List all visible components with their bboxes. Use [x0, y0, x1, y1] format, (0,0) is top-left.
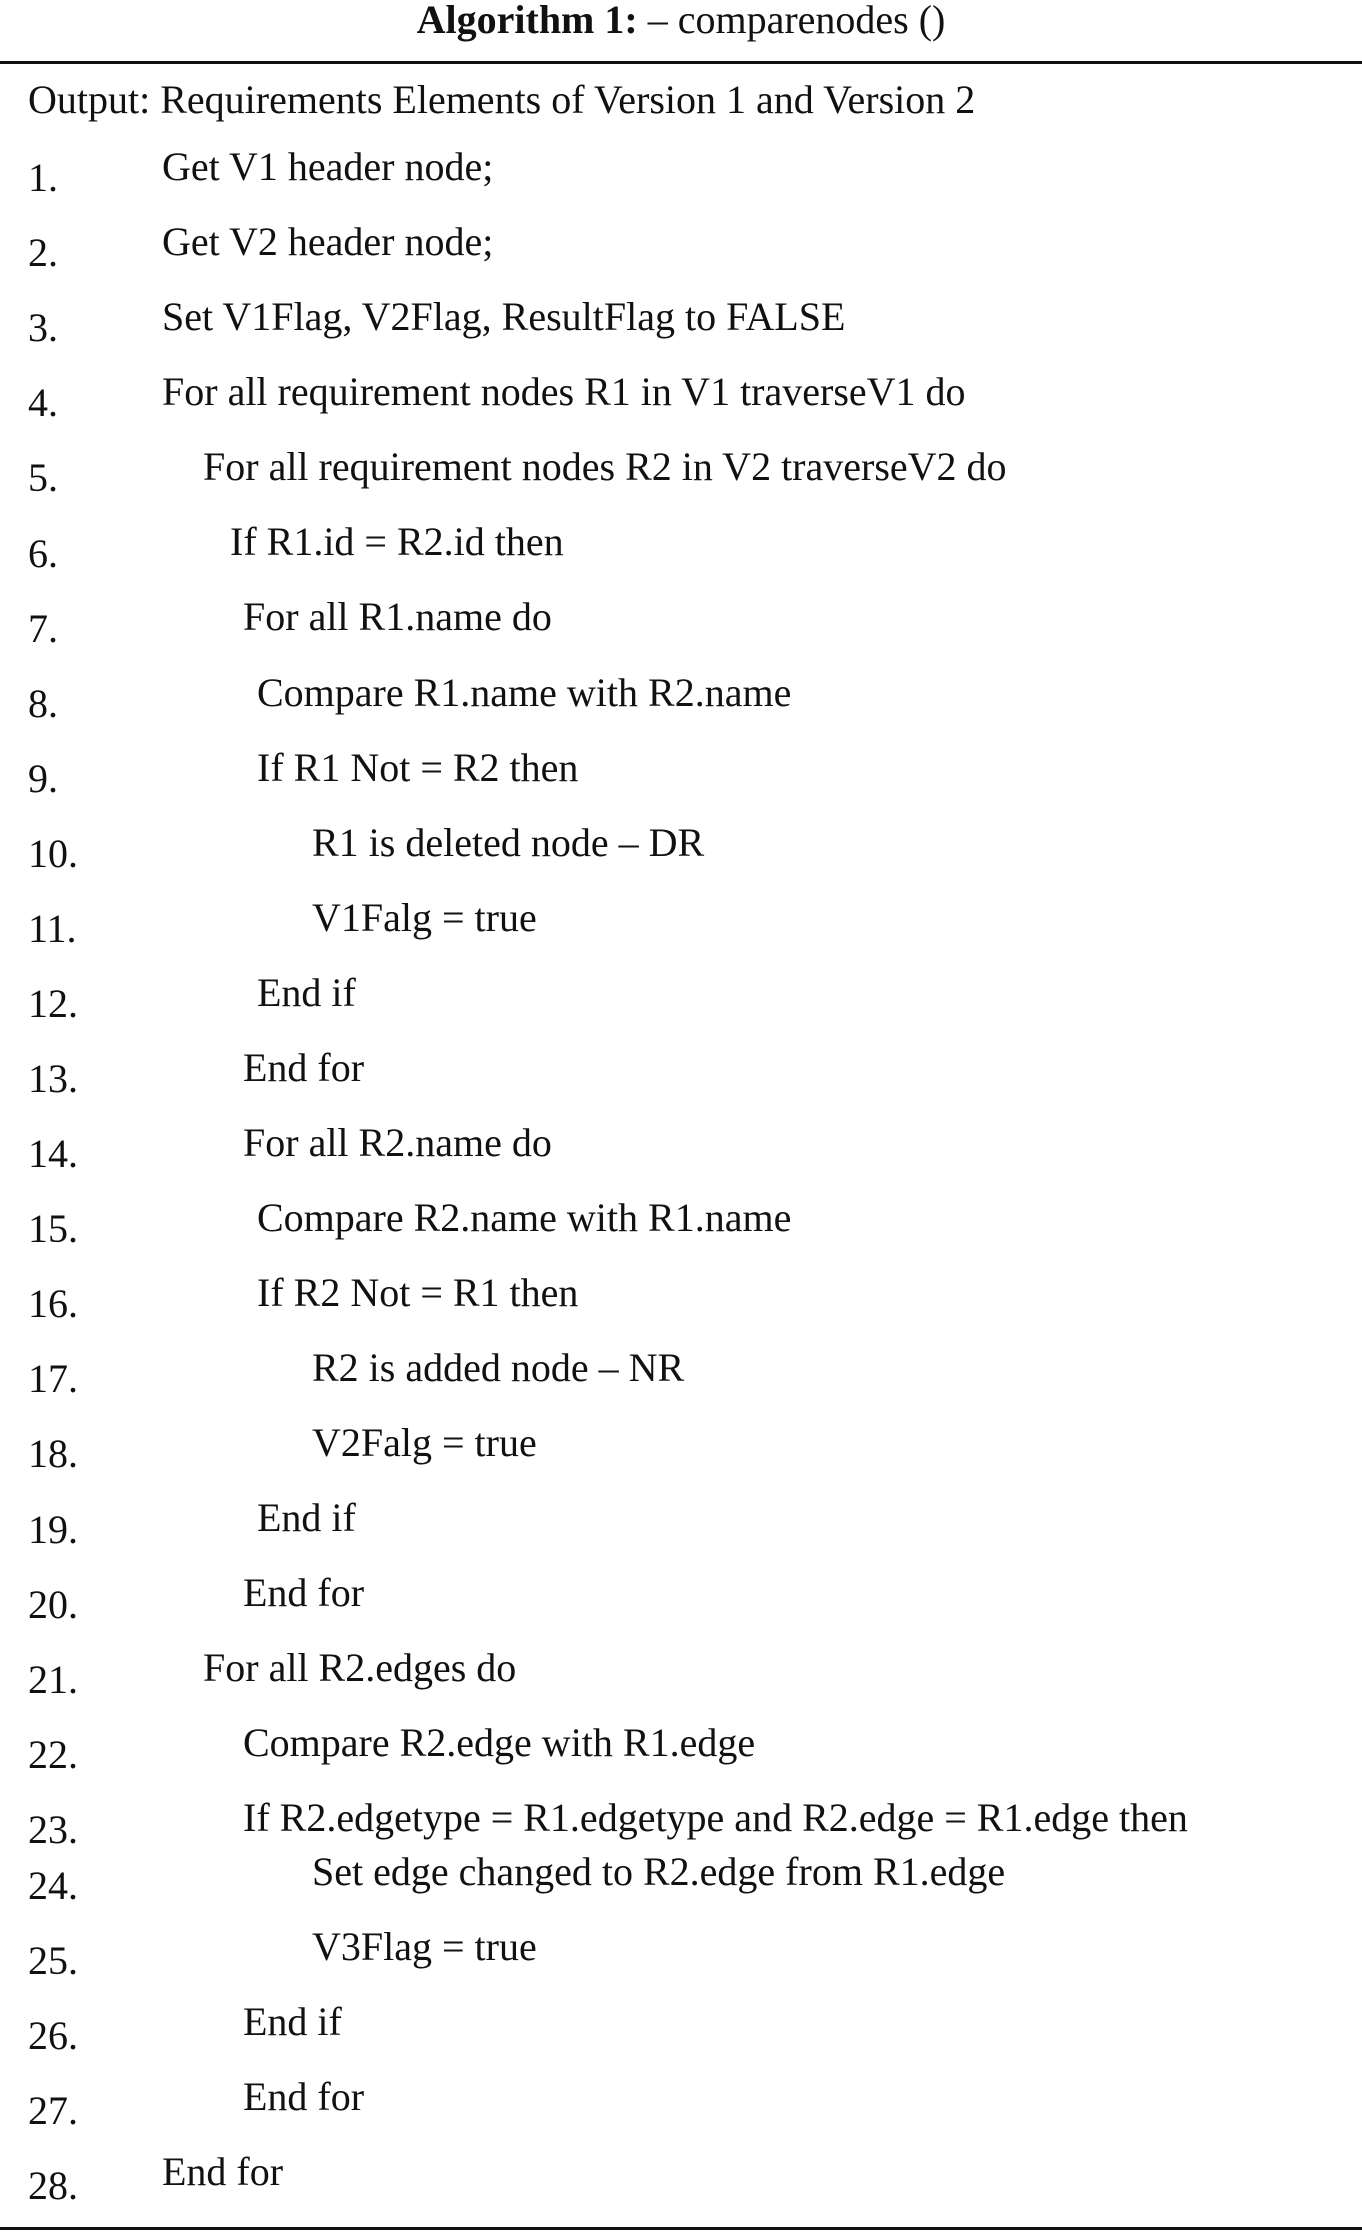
- line-number: 1.: [28, 155, 58, 200]
- line-code: End if: [243, 1999, 342, 2044]
- line-number: 6.: [28, 531, 58, 576]
- line-number: 18.: [28, 1431, 78, 1476]
- line-code: For all R1.name do: [243, 594, 552, 639]
- line-number: 17.: [28, 1356, 78, 1401]
- line-number: 15.: [28, 1206, 78, 1251]
- algorithm-title: [0, 0, 1362, 40]
- line-number: 10.: [28, 831, 78, 876]
- algorithm-title-label: Algorithm 1:: [416, 0, 638, 42]
- line-code: R1 is deleted node – DR: [312, 820, 705, 865]
- line-code: V3Flag = true: [312, 1924, 537, 1969]
- line-code: Compare R2.name with R1.name: [257, 1195, 792, 1240]
- line-number: 4.: [28, 380, 58, 425]
- line-code: For all R2.edges do: [203, 1645, 517, 1690]
- line-number: 5.: [28, 455, 58, 500]
- line-code: If R1.id = R2.id then: [230, 519, 564, 564]
- line-number: 22.: [28, 1732, 78, 1777]
- line-code: End for: [243, 1045, 365, 1090]
- line-code: For all requirement nodes R1 in V1 traverseV1 do: [162, 369, 966, 414]
- line-number: 8.: [28, 681, 58, 726]
- line-code: For all R2.name do: [243, 1120, 552, 1165]
- line-code: Compare R2.edge with R1.edge: [243, 1720, 756, 1765]
- line-code: Get V1 header node;: [162, 144, 494, 189]
- line-code: End if: [257, 970, 356, 1015]
- algorithm-output: Output: Requirements Elements of Version 1 and Version 2: [28, 77, 976, 122]
- line-code: End if: [257, 1495, 356, 1540]
- line-code: V2Falg = true: [312, 1420, 537, 1465]
- line-number: 25.: [28, 1938, 78, 1983]
- line-code: For all requirement nodes R2 in V2 traverseV2 do: [203, 444, 1007, 489]
- line-code: Get V2 header node;: [162, 219, 494, 264]
- line-number: 26.: [28, 2013, 78, 2058]
- line-code: If R2 Not = R1 then: [257, 1270, 579, 1315]
- line-code: If R1 Not = R2 then: [257, 745, 579, 790]
- line-number: 7.: [28, 606, 58, 651]
- line-number: 3.: [28, 305, 58, 350]
- line-number: 16.: [28, 1281, 78, 1326]
- bottom-rule: [0, 2227, 1362, 2230]
- algorithm-title-name: – comparenodes (): [647, 0, 946, 42]
- line-code: V1Falg = true: [312, 895, 537, 940]
- line-code: End for: [162, 2149, 284, 2194]
- top-rule: [0, 61, 1362, 64]
- line-code: End for: [243, 1570, 365, 1615]
- line-number: 19.: [28, 1507, 78, 1552]
- line-code: R2 is added node – NR: [312, 1345, 685, 1390]
- line-number: 24.: [28, 1863, 78, 1908]
- line-number: 20.: [28, 1582, 78, 1627]
- line-code: Set V1Flag, V2Flag, ResultFlag to FALSE: [162, 294, 846, 339]
- line-code: Compare R1.name with R2.name: [257, 670, 792, 715]
- line-number: 21.: [28, 1657, 78, 1702]
- line-number: 14.: [28, 1131, 78, 1176]
- line-number: 2.: [28, 230, 58, 275]
- line-number: 23.: [28, 1807, 78, 1852]
- line-code: End for: [243, 2074, 365, 2119]
- line-number: 28.: [28, 2163, 78, 2208]
- line-number: 27.: [28, 2088, 78, 2133]
- line-code: Set edge changed to R2.edge from R1.edge: [312, 1849, 1006, 1894]
- line-number: 12.: [28, 981, 78, 1026]
- line-code: If R2.edgetype = R1.edgetype and R2.edge = R1.edge then: [243, 1795, 1188, 1840]
- line-number: 13.: [28, 1056, 78, 1101]
- line-number: 11.: [28, 906, 77, 951]
- line-number: 9.: [28, 756, 58, 801]
